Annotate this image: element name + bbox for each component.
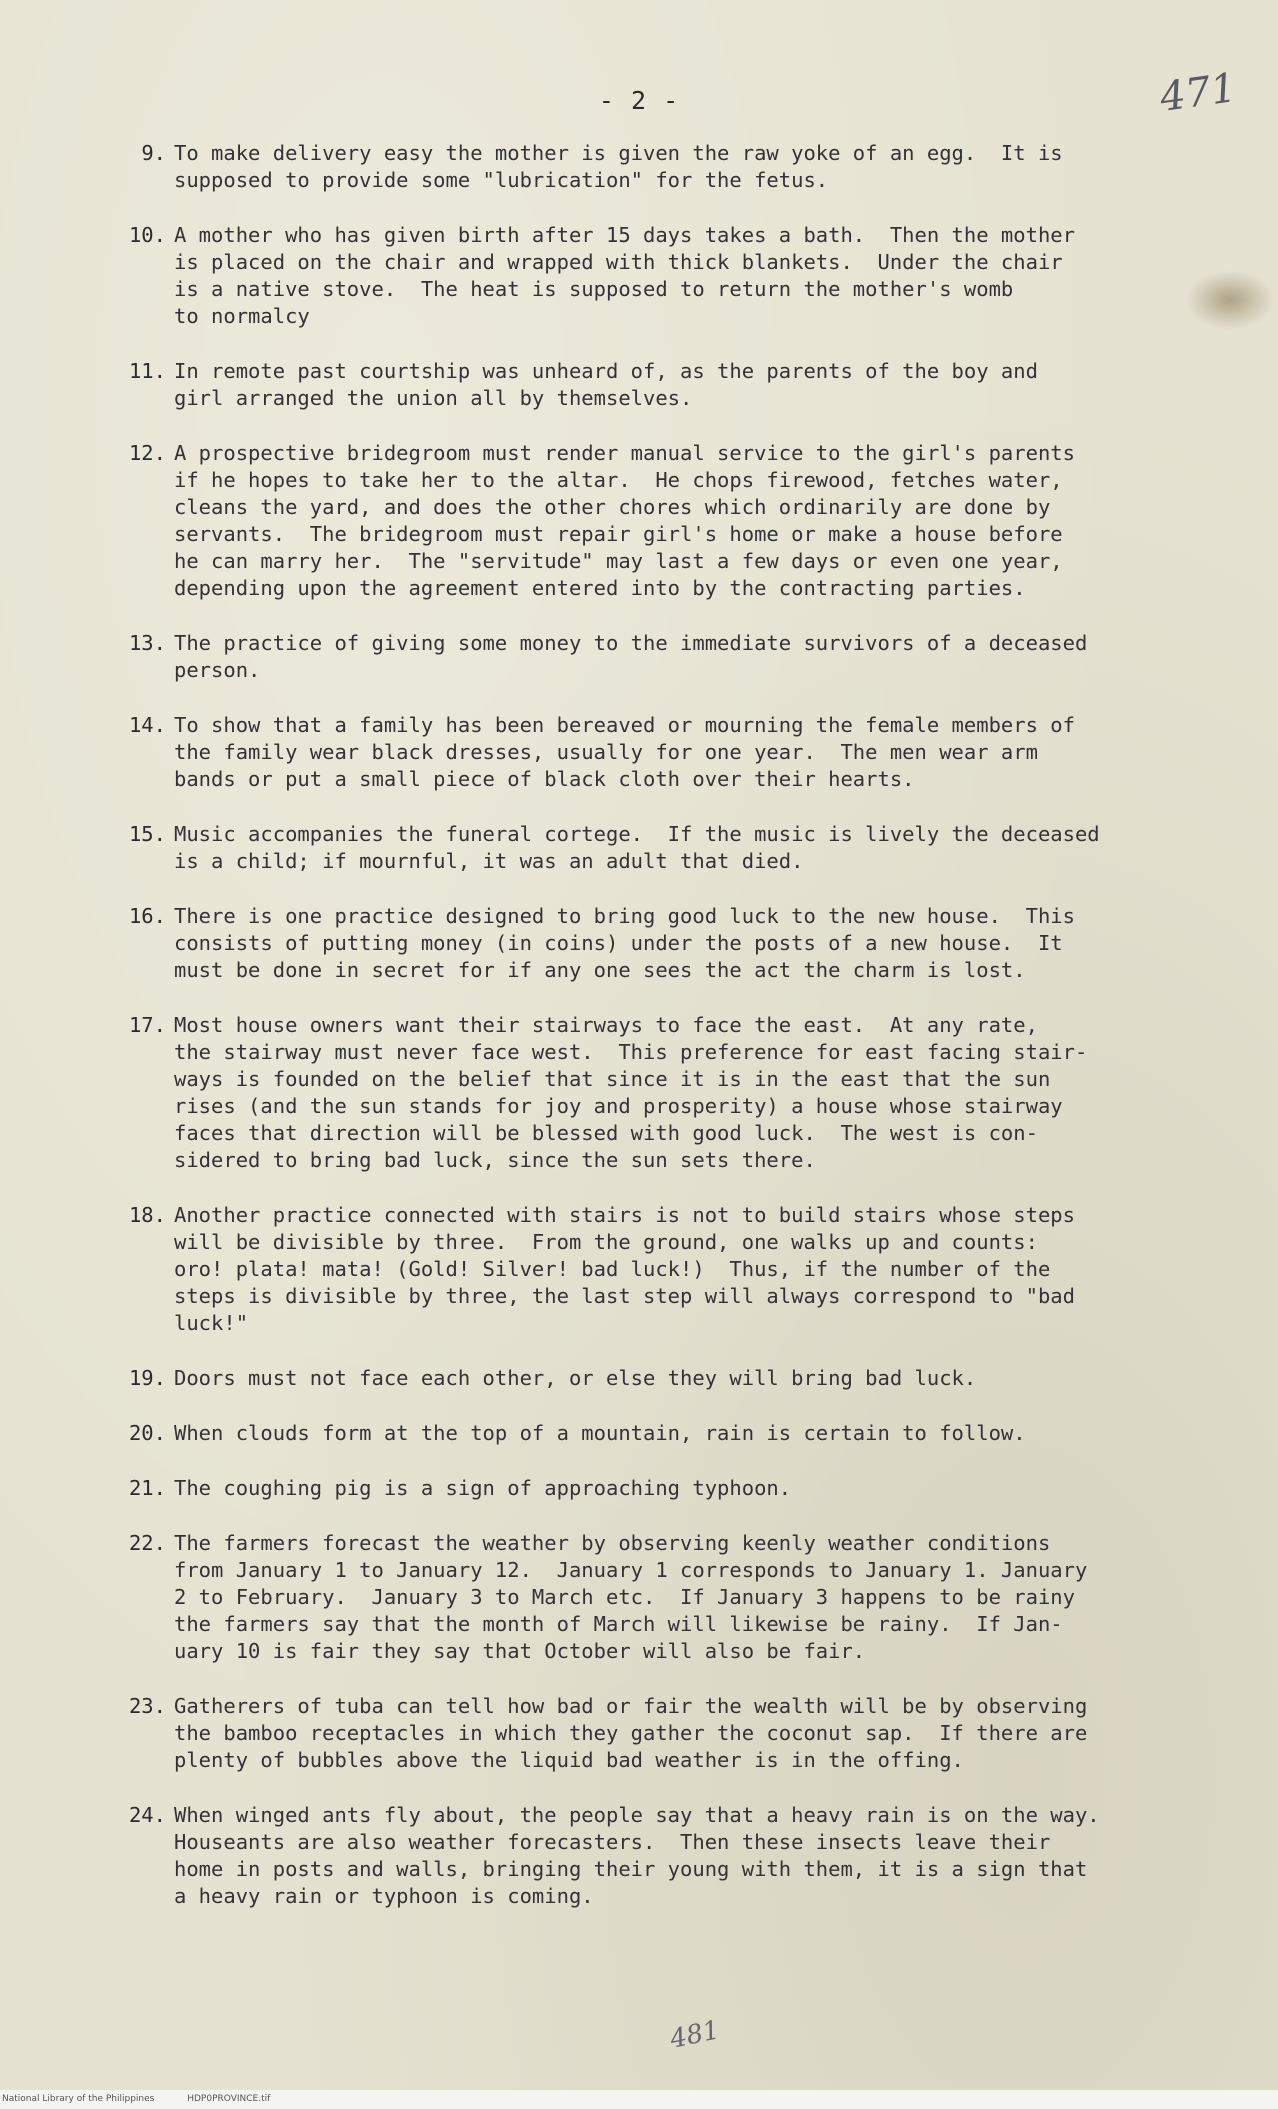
item-text: A mother who has given birth after 15 days takes a bath. Then the mother is placed on the chair and wrapped with thick blankets. Under the chair is a native stove. The heat is supposed to return the mother's womb to normalcy — [174, 223, 1075, 328]
list-item — [112, 821, 1192, 875]
list-item — [112, 1420, 1192, 1447]
item-text: To show that a family has been bereaved or mourning the female members of the family wear black dresses, usually for one year. The men wear arm bands or put a small piece of black cloth over their hearts. — [174, 713, 1075, 791]
item-text: Most house owners want their stairways to face the east. At any rate, the stairway must never face west. This preference for east facing stair- ways is founded on the belief that since it is in the east that the sun rises (and the sun stands for joy and prosperity) a house whose stairway faces that direction will be blessed with good luck. The west is con- sidered to bring bad luck, since the sun sets there. — [174, 1013, 1088, 1172]
item-text: When clouds form at the top of a mountain, rain is certain to follow. — [174, 1421, 1026, 1445]
item-text: There is one practice designed to bring good luck to the new house. This consists of putting money (in coins) under the posts of a new house. It must be done in secret for if any one sees the act the charm is lost. — [174, 904, 1075, 982]
item-number: 20. — [128, 1421, 166, 1445]
item-text: Gatherers of tuba can tell how bad or fair the wealth will be by observing the bamboo receptacles in which they gather the coconut sap. If there are plenty of bubbles above the liquid bad weather is in the offing. — [174, 1694, 1088, 1772]
list-item — [112, 630, 1192, 684]
list-item — [112, 140, 1192, 194]
item-text: To make delivery easy the mother is given the raw yoke of an egg. It is supposed to provide some "lubrication" for the fetus. — [174, 141, 1063, 192]
item-text: The practice of giving some money to the immediate survivors of a deceased person. — [174, 631, 1088, 682]
item-number: 24. — [128, 1803, 166, 1827]
item-number: 9. — [141, 141, 166, 165]
item-text: The coughing pig is a sign of approaching typhoon. — [174, 1476, 792, 1500]
item-number: 18. — [128, 1203, 166, 1227]
list-item — [112, 1802, 1192, 1910]
paper-stain — [1185, 270, 1275, 330]
item-number: 23. — [128, 1694, 166, 1718]
item-number: 13. — [128, 631, 166, 655]
item-number: 10. — [128, 223, 166, 247]
handwritten-archive-number: 471 — [1157, 64, 1240, 122]
item-text: The farmers forecast the weather by observing keenly weather conditions from January 1 to January 12. January 1 corresponds to January 1. January 2 to February. January 3 to March etc. If January 3 happens to be rainy the farmers say that the month of March will likewise be rainy. If Jan- uary 10 is fair they say that October will also be fair. — [174, 1531, 1088, 1663]
item-text: Music accompanies the funeral cortege. If the music is lively the deceased is a child; if mournful, it was an adult that died. — [174, 822, 1100, 873]
item-text: In remote past courtship was unheard of, as the parents of the boy and girl arranged the union all by themselves. — [174, 359, 1038, 410]
item-text: When winged ants fly about, the people say that a heavy rain is on the way. Houseants are also weather forecasters. Then these insects leave their home in posts and walls, bringing their young with them, it is a sign that a heavy rain or typhoon is coming. — [174, 1803, 1100, 1908]
list-item — [112, 1365, 1192, 1392]
item-number: 22. — [128, 1531, 166, 1555]
list-item — [112, 903, 1192, 984]
list-item — [112, 222, 1192, 330]
item-number: 19. — [128, 1366, 166, 1390]
item-number: 11. — [128, 359, 166, 383]
item-text: A prospective bridegroom must render manual service to the girl's parents if he hopes to take her to the altar. He chops firewood, fetches water, cleans the yard, and does the other chores which ordinarily are done by servants. The bridegroom must repair girl's home or make a house before he can marry her. The "servitude" may last a few days or even one year, depending upon the agreement entered into by the contracting parties. — [174, 441, 1075, 600]
list-item — [112, 1693, 1192, 1774]
list-item — [112, 440, 1192, 602]
item-text: Doors must not face each other, or else they will bring bad luck. — [174, 1366, 977, 1390]
list-item — [112, 712, 1192, 793]
handwritten-folio-number: 481 — [667, 2015, 723, 2055]
item-text: Another practice connected with stairs is not to build stairs whose steps will be divisible by three. From the ground, one walks up and counts: oro! plata! mata! (Gold! Silver! bad luck!) Thus, if the number of the steps is divisible by three, the last step will always correspond to "bad luck!" — [174, 1203, 1075, 1335]
scan-footer — [0, 2090, 1278, 2109]
list-item — [112, 1202, 1192, 1337]
item-number: 14. — [128, 713, 166, 737]
item-number: 17. — [128, 1013, 166, 1037]
list-item — [112, 358, 1192, 412]
page-number: - 2 - — [598, 86, 680, 115]
footer-institution: National Library of the Philippines — [2, 2094, 155, 2104]
numbered-list — [112, 140, 1192, 1938]
list-item — [112, 1475, 1192, 1502]
list-item — [112, 1012, 1192, 1174]
item-number: 15. — [128, 822, 166, 846]
item-number: 21. — [128, 1476, 166, 1500]
footer-file-name: HDP0PROVINCE.tif — [187, 2094, 271, 2104]
item-number: 12. — [128, 441, 166, 465]
list-item — [112, 1530, 1192, 1665]
item-number: 16. — [128, 904, 166, 928]
